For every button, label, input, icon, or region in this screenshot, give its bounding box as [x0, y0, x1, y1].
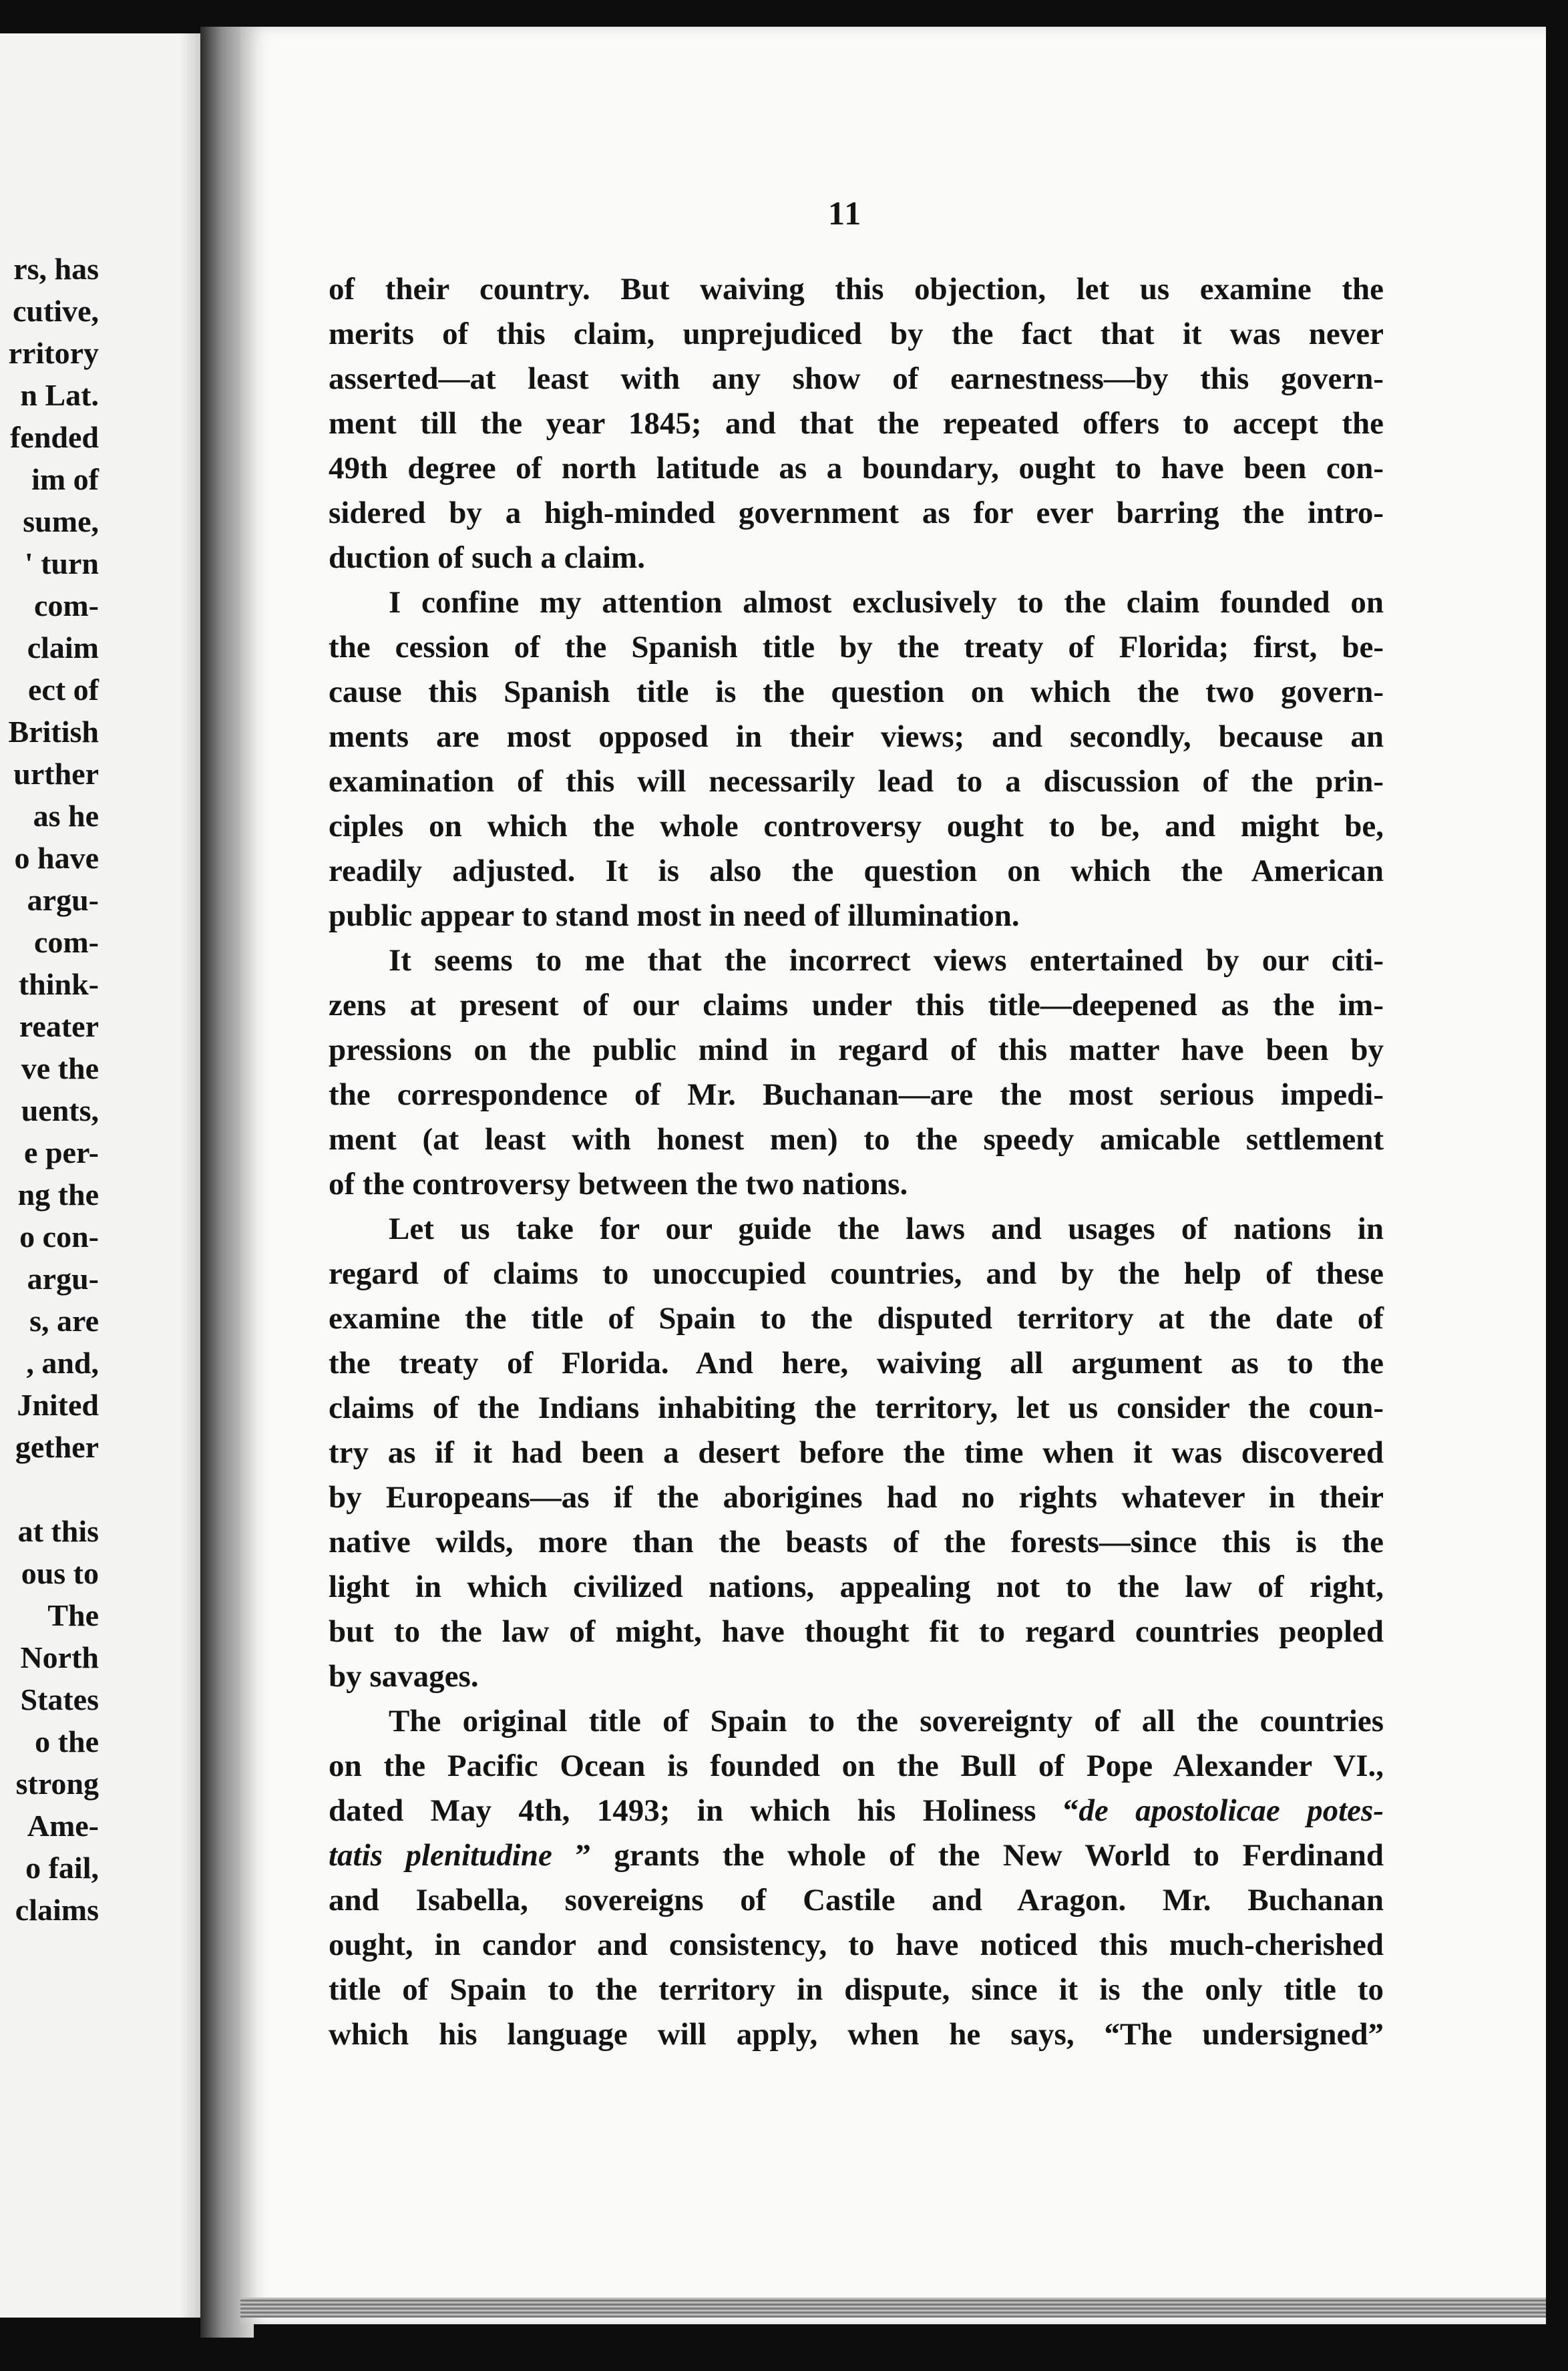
text-line: claims of the Indians inhabiting the territory, let us consider the coun-: [329, 1391, 1384, 1425]
text-line: duction of such a claim.: [329, 540, 645, 575]
latin-phrase: de apostolicae potes-: [1079, 1793, 1384, 1828]
text-line: 49th degree of north latitude as a boundary, ought to have been con-: [329, 451, 1384, 486]
left-fragment-line: British: [8, 715, 99, 749]
text-line: sidered by a high-minded government as for ever barring the intro-: [329, 496, 1384, 530]
left-fragment-line: ' turn: [24, 546, 99, 580]
left-fragment-line: im of: [31, 462, 99, 496]
text-line: regard of claims to unoccupied countries, and by the help of these: [329, 1256, 1384, 1291]
left-fragment-line: claims: [15, 1893, 99, 1927]
text-line: ciples on which the whole controversy ought to be, and might be,: [329, 809, 1384, 844]
text-run: dated May 4th, 1493; in which his Holiness “: [329, 1793, 1079, 1828]
left-fragment-line: fended: [10, 420, 99, 454]
left-fragment-line: ect of: [28, 673, 99, 707]
left-fragment-line: s, are: [29, 1304, 99, 1338]
left-fragment-line: think-: [18, 967, 99, 1001]
left-fragment-line: o con-: [19, 1220, 99, 1254]
text-line: of their country. But waiving this objection, let us examine the: [329, 272, 1384, 307]
left-fragment-line: argu-: [27, 883, 99, 917]
left-fragment-line: rs, has: [13, 252, 99, 286]
text-line: I confine my attention almost exclusively to the claim founded on: [389, 585, 1384, 620]
left-fragment-line: ous to: [21, 1556, 99, 1590]
text-line: but to the law of might, have thought fit to regard countries peopled: [329, 1614, 1384, 1649]
text-line: try as if it had been a desert before the time when it was discovered: [329, 1435, 1384, 1470]
page-number: 11: [828, 194, 863, 232]
text-line: ought, in candor and consistency, to have noticed this much-cherished: [329, 1928, 1384, 1962]
left-fragment-line: States: [20, 1682, 99, 1716]
left-fragment-line: argu-: [27, 1262, 99, 1296]
text-line: the treaty of Florida. And here, waiving all argument as to the: [329, 1346, 1384, 1381]
text-line: by Europeans—as if the aborigines had no rights whatever in their: [329, 1480, 1384, 1515]
left-fragment-line: North: [20, 1640, 99, 1674]
left-fragment-line: reater: [19, 1009, 99, 1043]
left-fragment-line: , and,: [26, 1346, 99, 1380]
left-fragment-line: rritory: [8, 336, 99, 370]
text-line: by savages.: [329, 1659, 479, 1694]
text-line: on the Pacific Ocean is founded on the Bull of Pope Alexander VI.,: [329, 1749, 1384, 1783]
text-line: [329, 1833, 1384, 1878]
text-line: public appear to stand most in need of illumination.: [329, 898, 1020, 933]
text-line: ment (at least with honest men) to the speedy amicable settlement: [329, 1122, 1384, 1157]
left-fragment-line: The: [47, 1598, 99, 1632]
left-fragment-line: o the: [35, 1724, 99, 1759]
left-fragment-line: n Lat.: [20, 378, 99, 412]
left-fragment-line: cutive,: [12, 294, 99, 328]
text-line: native wilds, more than the beasts of the forests—since this is the: [329, 1525, 1384, 1560]
text-line: The original title of Spain to the sovereignty of all the countries: [389, 1704, 1384, 1739]
text-line: merits of this claim, unprejudiced by the fact that it was never: [329, 317, 1384, 351]
left-fragment-line: o fail,: [25, 1851, 99, 1885]
text-run: ” grants the whole of the New World to Ferdinand: [575, 1838, 1384, 1873]
left-fragment-line: at this: [17, 1514, 99, 1548]
text-line: examination of this will necessarily lead to a discussion of the prin-: [329, 764, 1384, 799]
text-line: ment till the year 1845; and that the repeated offers to accept the: [329, 406, 1384, 441]
left-fragment-line: uents,: [21, 1093, 99, 1127]
text-line: It seems to me that the incorrect views entertained by our citi-: [389, 943, 1384, 978]
text-line: examine the title of Spain to the disputed territory at the date of: [329, 1301, 1384, 1336]
text-line: asserted—at least with any show of earnestness—by this govern-: [329, 361, 1384, 396]
left-fragment-line: urther: [13, 757, 99, 791]
latin-phrase: tatis plenitudine: [329, 1838, 552, 1873]
left-fragment-line: Ame-: [27, 1809, 99, 1843]
page-edge: [240, 2298, 1546, 2318]
left-fragment-line: sume,: [23, 504, 99, 538]
text-line: zens at present of our claims under this title—deepened as the im-: [329, 988, 1384, 1023]
text-line: Let us take for our guide the laws and usages of nations in: [389, 1212, 1384, 1246]
left-fragment-line: e per-: [24, 1135, 99, 1169]
left-fragment-line: gether: [15, 1430, 99, 1464]
left-fragment-line: com-: [33, 588, 99, 622]
text-line: and Isabella, sovereigns of Castile and Aragon. Mr. Buchanan: [329, 1883, 1384, 1918]
text-line: of the controversy between the two nations.: [329, 1167, 908, 1202]
left-fragment-line: strong: [15, 1767, 99, 1801]
body-text: [329, 267, 1384, 2057]
text-line: cause this Spanish title is the question on which the two govern-: [329, 675, 1384, 709]
text-line: light in which civilized nations, appealing not to the law of right,: [329, 1570, 1384, 1604]
left-fragment-line: ve the: [21, 1051, 99, 1085]
text-line: readily adjusted. It is also the question on which the American: [329, 854, 1384, 888]
left-page: [0, 33, 220, 2318]
text-line: the correspondence of Mr. Buchanan—are the most serious impedi-: [329, 1077, 1384, 1112]
text-line: ments are most opposed in their views; and secondly, because an: [329, 719, 1384, 754]
left-fragment-line: claim: [27, 630, 99, 665]
text-line: [329, 1789, 1384, 1833]
left-fragment-line: com-: [33, 925, 99, 959]
text-line: pressions on the public mind in regard of this matter have been by: [329, 1033, 1384, 1067]
text-line: title of Spain to the territory in dispute, since it is the only title to: [329, 1972, 1384, 2007]
left-fragment-line: Jnited: [17, 1388, 99, 1422]
left-fragment-line: ng the: [17, 1177, 99, 1212]
text-line: which his language will apply, when he says, “The undersigned”: [329, 2017, 1384, 2052]
left-fragment-line: o have: [14, 841, 99, 875]
text-line: the cession of the Spanish title by the treaty of Florida; first, be-: [329, 630, 1384, 665]
left-fragment-line: as he: [33, 799, 99, 833]
